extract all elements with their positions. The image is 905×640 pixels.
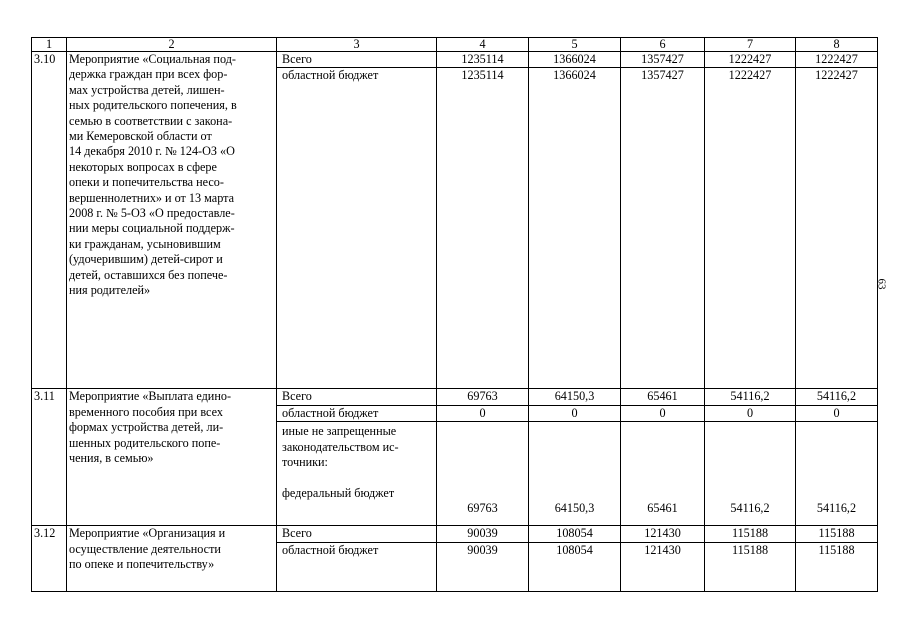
value-text: 65461 <box>647 501 678 516</box>
value-cell <box>796 422 878 526</box>
col-header: 5 <box>529 38 621 52</box>
value-cell: 1222427 <box>796 52 878 68</box>
row-number: 3.12 <box>32 526 67 591</box>
value-cell: 1235114 <box>437 68 529 389</box>
col-header: 4 <box>437 38 529 52</box>
table-row <box>32 389 878 405</box>
value-cell: 115188 <box>705 526 796 542</box>
value-text: 69763 <box>467 501 498 516</box>
value-cell: 108054 <box>529 542 621 591</box>
budget-table <box>31 37 878 592</box>
value-cell: 115188 <box>705 542 796 591</box>
activity-name: Мероприятие «Организация и осуществление деятельности по опеке и попечительству» <box>67 526 277 591</box>
value-cell: 90039 <box>437 542 529 591</box>
activity-name: Мероприятие «Выплата едино- временного пособия при всех формах устройства детей, ли- шенных родительского попе- чения, в семью» <box>67 389 277 526</box>
value-cell: 121430 <box>621 526 705 542</box>
value-cell: 54116,2 <box>705 389 796 405</box>
page-number: 63 <box>875 278 888 290</box>
value-cell: 1357427 <box>621 68 705 389</box>
value-cell: 1222427 <box>796 68 878 389</box>
value-cell <box>621 422 705 526</box>
source-label: областной бюджет <box>277 542 437 591</box>
value-cell: 115188 <box>796 526 878 542</box>
value-cell: 69763 <box>437 389 529 405</box>
value-cell: 1222427 <box>705 52 796 68</box>
value-cell: 1366024 <box>529 52 621 68</box>
col-header: 1 <box>32 38 67 52</box>
value-cell: 121430 <box>621 542 705 591</box>
value-cell: 1366024 <box>529 68 621 389</box>
value-cell: 0 <box>437 405 529 421</box>
value-cell: 0 <box>796 405 878 421</box>
value-text: 54116,2 <box>730 501 770 516</box>
value-cell <box>529 422 621 526</box>
col-header: 3 <box>277 38 437 52</box>
activity-name: Мероприятие «Социальная под- держка граждан при всех фор- мах устройства детей, лишен- ных родительского попечения, в семью в соответствии с закона- ми Кемеровской области от 14 декабря 2010 г. № 124-ОЗ «О некоторых вопросах в сфере опеки и попечительства несо- вершеннолетних» и от 13 марта 2008 г. № 5-ОЗ «О предоставле- нии меры социальной поддерж- ки гражданам, усыновившим (удочерившим) детей-сирот и детей, оставшихся без попече- ния родителей» <box>67 52 277 389</box>
value-cell: 65461 <box>621 389 705 405</box>
value-cell: 0 <box>529 405 621 421</box>
row-number: 3.10 <box>32 52 67 389</box>
source-label: Всего <box>277 389 437 405</box>
value-cell <box>437 422 529 526</box>
source-label: Всего <box>277 526 437 542</box>
value-cell: 90039 <box>437 526 529 542</box>
value-cell: 64150,3 <box>529 389 621 405</box>
value-cell: 1235114 <box>437 52 529 68</box>
value-cell: 54116,2 <box>796 389 878 405</box>
value-text: 64150,3 <box>554 501 595 516</box>
value-cell: 115188 <box>796 542 878 591</box>
value-text: 54116,2 <box>816 501 857 516</box>
source-label: Всего <box>277 52 437 68</box>
col-header: 6 <box>621 38 705 52</box>
value-cell: 108054 <box>529 526 621 542</box>
value-cell: 1357427 <box>621 52 705 68</box>
source-label: иные не запрещенные законодательством ис- точники: федеральный бюджет <box>277 422 437 526</box>
value-cell <box>705 422 796 526</box>
value-cell: 0 <box>621 405 705 421</box>
value-cell: 0 <box>705 405 796 421</box>
source-label: областной бюджет <box>277 405 437 421</box>
row-number: 3.11 <box>32 389 67 526</box>
table-row <box>32 526 878 542</box>
source-label: областной бюджет <box>277 68 437 389</box>
col-header: 2 <box>67 38 277 52</box>
col-header: 8 <box>796 38 878 52</box>
table-row <box>32 52 878 68</box>
header-row <box>32 38 878 52</box>
col-header: 7 <box>705 38 796 52</box>
value-cell: 1222427 <box>705 68 796 389</box>
